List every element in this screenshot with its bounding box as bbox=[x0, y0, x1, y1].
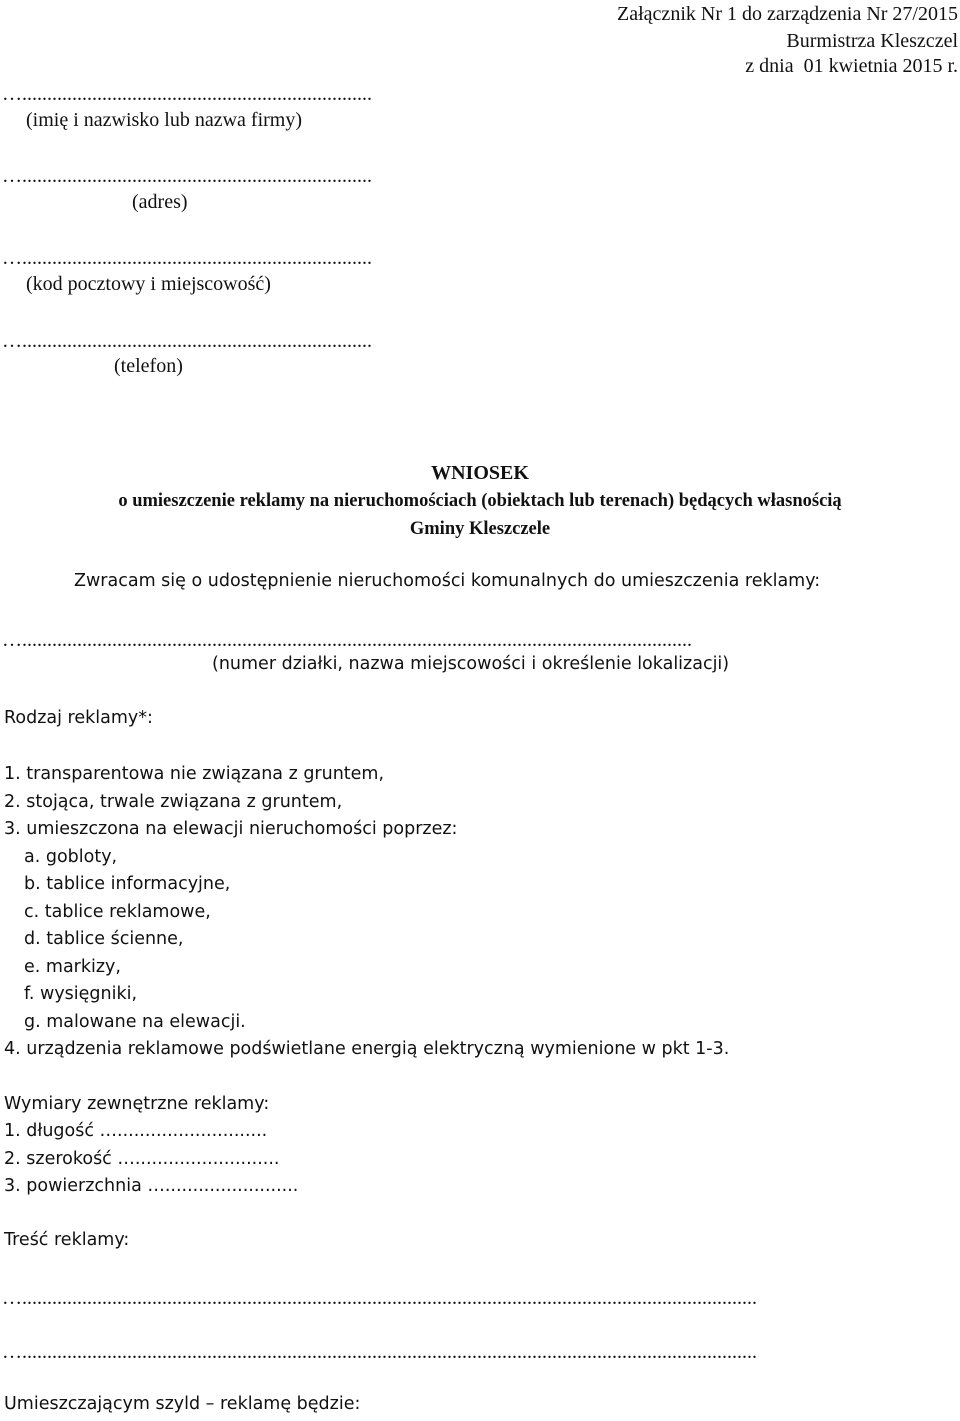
installer-label: Umieszczającym szyld – reklamę będzie: bbox=[4, 1394, 361, 1414]
content-label: Treść reklamy: bbox=[4, 1230, 130, 1250]
ad-type-item-2: 2. stojąca, trwale związana z gruntem, bbox=[4, 792, 343, 812]
dimension-length: 1. długość …........................... bbox=[4, 1121, 268, 1141]
content-dots-2: …................................................................................................................................................... bbox=[2, 1341, 757, 1363]
ad-type-subitem-e: e. markizy, bbox=[24, 957, 121, 977]
ad-type-subitem-b: b. tablice informacyjne, bbox=[24, 874, 231, 894]
location-dots: …...................................................................................................................................... bbox=[2, 629, 692, 651]
request-text: Zwracam się o udostępnienie nieruchomości komunalnych do umieszczenia reklamy: bbox=[74, 571, 821, 591]
document-title: WNIOSEK bbox=[431, 462, 529, 484]
applicant-postal-dots: …...................................................................... bbox=[2, 247, 372, 269]
content-dots-1: …................................................................................................................................................... bbox=[2, 1287, 757, 1309]
ad-type-item-1: 1. transparentowa nie związana z gruntem, bbox=[4, 764, 385, 784]
dimension-width: 2. szerokość ….......................... bbox=[4, 1149, 280, 1169]
applicant-name-dots: …...................................................................... bbox=[2, 83, 372, 105]
ad-type-item-3: 3. umieszczona na elewacji nieruchomości poprzez: bbox=[4, 819, 458, 839]
ad-type-subitem-d: d. tablice ścienne, bbox=[24, 929, 184, 949]
document-subtitle-2: Gminy Kleszczele bbox=[409, 519, 551, 539]
applicant-phone-label: (telefon) bbox=[114, 355, 183, 377]
ad-type-subitem-c: c. tablice reklamowe, bbox=[24, 902, 211, 922]
dimensions-label: Wymiary zewnętrzne reklamy: bbox=[4, 1094, 270, 1114]
dimension-area: 3. powierzchnia …........................ bbox=[4, 1176, 299, 1196]
ad-type-label: Rodzaj reklamy*: bbox=[4, 708, 153, 728]
header-line-3: z dnia 01 kwietnia 2015 r. bbox=[745, 55, 958, 77]
ad-type-item-4: 4. urządzenia reklamowe podświetlane energią elektryczną wymienione w pkt 1-3. bbox=[4, 1039, 730, 1059]
document-subtitle: o umieszczenie reklamy na nieruchomościach (obiektach lub terenach) będących własnością bbox=[118, 491, 842, 511]
applicant-name-label: (imię i nazwisko lub nazwa firmy) bbox=[26, 109, 303, 131]
applicant-postal-label: (kod pocztowy i miejscowość) bbox=[26, 273, 271, 295]
ad-type-subitem-f: f. wysięgniki, bbox=[24, 984, 138, 1004]
ad-type-subitem-g: g. malowane na elewacji. bbox=[24, 1012, 246, 1032]
header-line-2: Burmistrza Kleszczel bbox=[786, 30, 958, 52]
applicant-phone-dots: …...................................................................... bbox=[2, 330, 372, 352]
location-caption: (numer działki, nazwa miejscowości i określenie lokalizacji) bbox=[212, 654, 730, 674]
applicant-address-dots: …...................................................................... bbox=[2, 165, 372, 187]
ad-type-subitem-a: a. gobloty, bbox=[24, 847, 118, 867]
applicant-address-label: (adres) bbox=[132, 191, 188, 213]
header-line-1: Załącznik Nr 1 do zarządzenia Nr 27/2015 bbox=[617, 3, 958, 25]
